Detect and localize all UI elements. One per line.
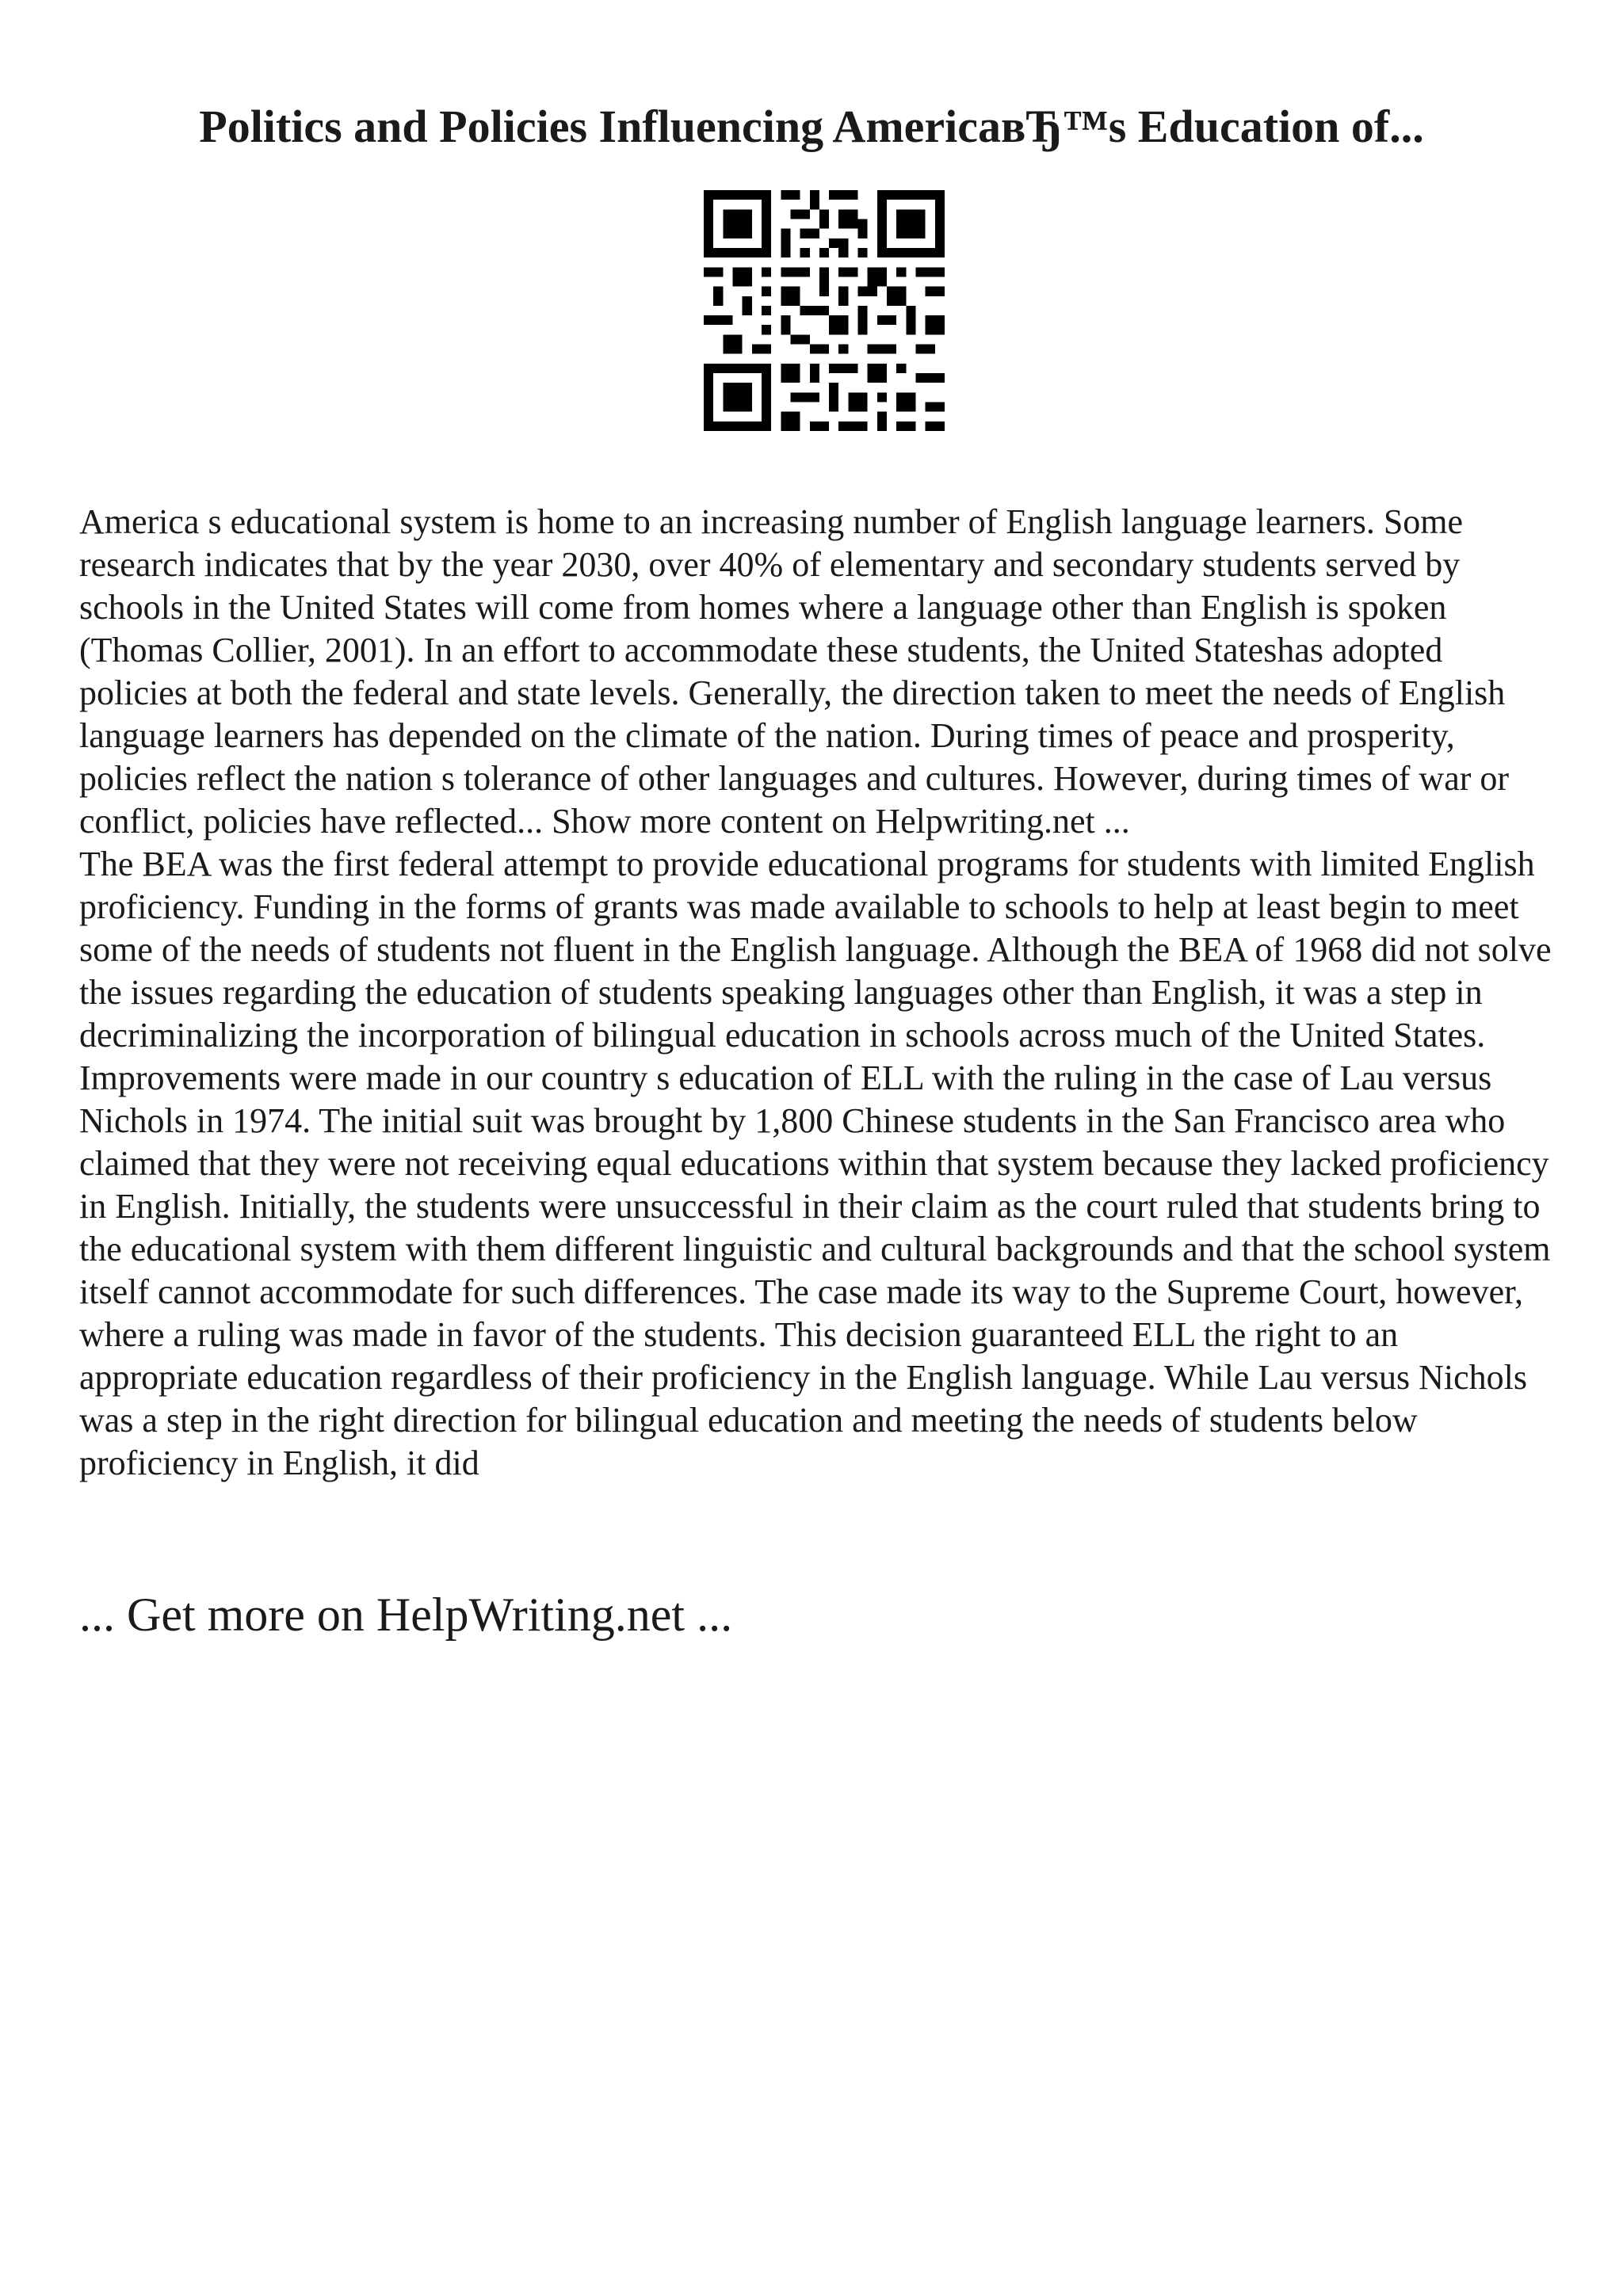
paragraph-2: The BEA was the first federal attempt to provide educational programs for students with limited English proficiency. Funding in the forms of grants was made available to schools to help at least begin to meet some of the needs of students not fluent in the English language. Although the BEA of 1968 did not solve the issues regarding the education of students speaking languages other than English, it was a step in decriminalizing the incorporation of bilingual education in schools across much of the United States. Improvements were made in our country s education of ELL with the ruling in the case of Lau versus Nichols in 1974. The initial suit was brought by 1,800 Chinese students in the San Francisco area who claimed that they were not receiving equal educations within that system because they lacked proficiency in English. Initially, the students were unsuccessful in their claim as the court ruled that students bring to the educational system with them different linguistic and cultural backgrounds and that the school system itself cannot accommodate for such differences. The case made its way to the Supreme Court, however, where a ruling was made in favor of the students. This decision guaranteed ELL the right to an appropriate education regardless of their proficiency in the English language. While Lau versus Nichols was a step in the right direction for bilingual education and meeting the needs of students below proficiency in English, it did <box>79 845 1552 1482</box>
get-more-link[interactable]: ... Get more on HelpWriting.net ... <box>79 1589 733 1641</box>
article-body <box>79 501 1553 1485</box>
paragraph-1: America s educational system is home to an increasing number of English language learners. Some research indicates that by the year 2030, over 40% of elementary and secondary students served by schools in the United States will come from homes where a language other than English is spoken (Thomas Collier, 2001). In an effort to accommodate these students, the United Stateshas adopted policies at both the federal and state levels. Generally, the direction taken to meet the needs of English language learners has depended on the climate of the nation. During times of peace and prosperity, policies reflect the nation s tolerance of other languages and cultures. However, during times of war or conflict, policies have reflected... Show more content on Helpwriting.net ... <box>79 502 1510 841</box>
qr-code-icon <box>704 190 945 431</box>
page-title: Politics and Policies Influencing AmericaвЂ™s Education of... <box>199 101 1424 152</box>
